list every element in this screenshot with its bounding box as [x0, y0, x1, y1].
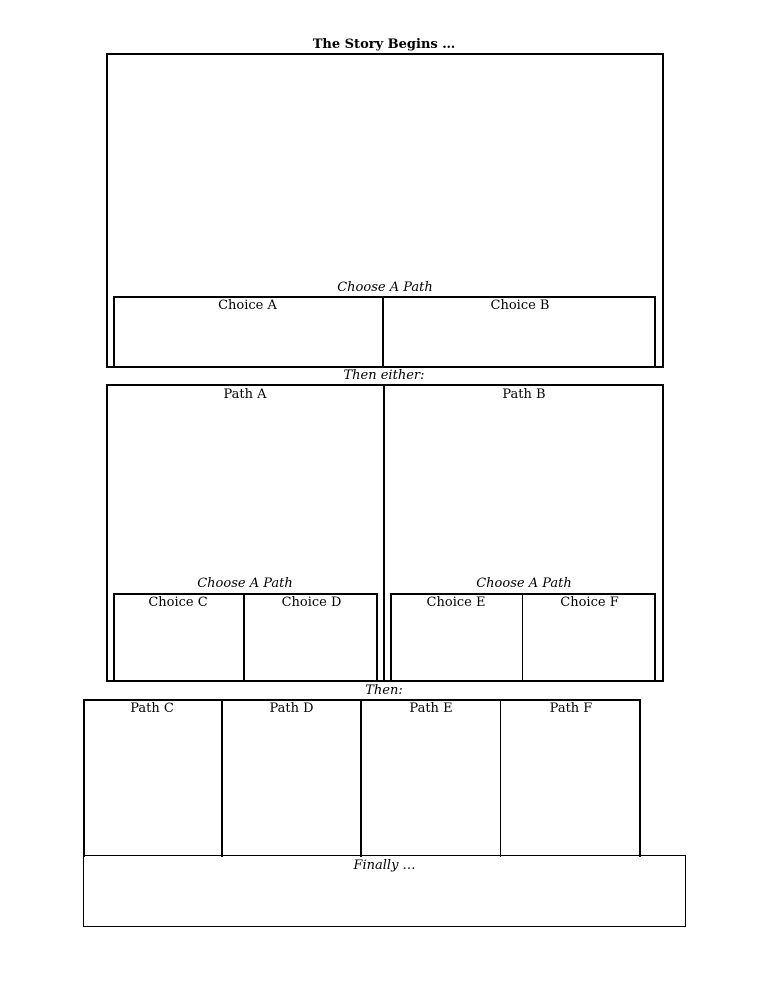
path-ab-divider — [383, 384, 385, 682]
choice-b-box[interactable] — [384, 296, 656, 368]
path-b-label[interactable]: Path B — [502, 387, 546, 402]
then-label: Then: — [365, 683, 403, 698]
choice-c-label: Choice C — [148, 595, 208, 610]
path-e-box[interactable] — [362, 699, 501, 857]
path-d-box[interactable] — [223, 699, 362, 857]
choose-path-label: Choose A Path — [337, 280, 433, 295]
then-either-label: Then either: — [343, 368, 425, 383]
path-e-label: Path E — [409, 701, 453, 716]
choice-d-label: Choice D — [281, 595, 342, 610]
choice-e-label: Choice E — [426, 595, 486, 610]
page-title: The Story Begins … — [312, 37, 456, 52]
choose-path-label-right: Choose A Path — [476, 576, 572, 591]
choice-e-box[interactable] — [390, 593, 523, 682]
finally-label: Finally … — [353, 858, 416, 873]
choice-f-box[interactable] — [523, 593, 656, 682]
path-d-label: Path D — [269, 701, 314, 716]
choice-a-box[interactable] — [113, 296, 384, 368]
path-a-label[interactable]: Path A — [223, 387, 267, 402]
choice-b-label: Choice B — [490, 298, 550, 313]
path-c-box[interactable] — [83, 699, 223, 857]
path-f-label: Path F — [549, 701, 593, 716]
choice-a-label: Choice A — [218, 298, 277, 313]
path-c-label: Path C — [130, 701, 174, 716]
choose-path-label-left: Choose A Path — [197, 576, 293, 591]
choice-f-label: Choice F — [560, 595, 619, 610]
choice-c-box[interactable] — [113, 593, 245, 682]
path-f-box[interactable] — [501, 699, 641, 857]
choice-d-box[interactable] — [245, 593, 378, 682]
